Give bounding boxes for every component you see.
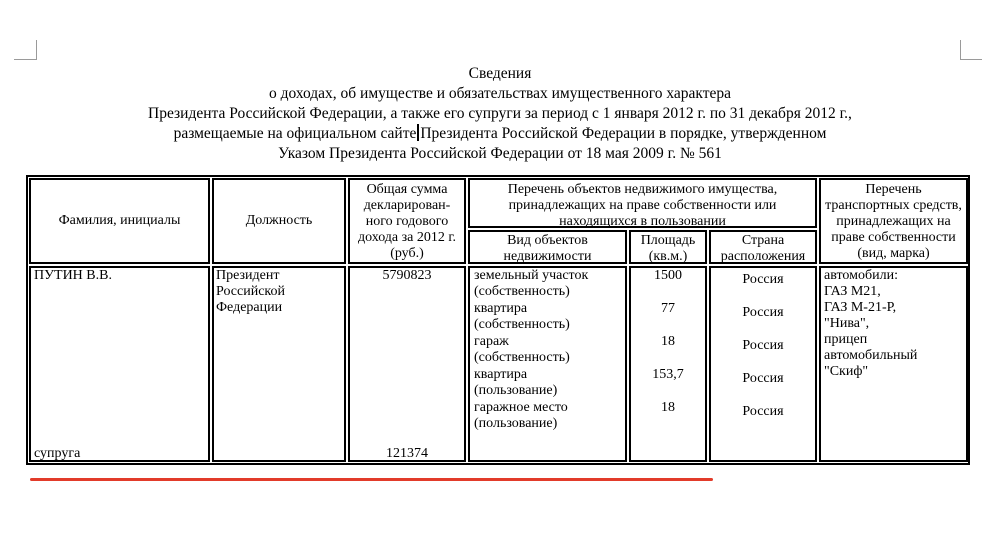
col-header-country-line: расположения — [720, 249, 806, 264]
property-type-line: (пользование) — [474, 383, 558, 398]
property-country: Россия — [742, 371, 784, 386]
property-area: 77 — [661, 301, 675, 316]
col-header-income-line: Общая сумма — [366, 182, 448, 197]
spouse-income: 121374 — [386, 446, 428, 461]
header-line-4-part-1: размещаемые на официальном сайте — [173, 125, 417, 142]
col-header-vehicles-line: Перечень — [865, 182, 922, 197]
property-type-line: (собственность) — [474, 284, 570, 299]
property-area: 18 — [661, 400, 675, 415]
property-type-line: (собственность) — [474, 317, 570, 332]
property-country: Россия — [742, 338, 784, 353]
header-title: Сведения — [468, 65, 532, 82]
col-header-vehicles — [819, 178, 968, 264]
property-country: Россия — [742, 404, 784, 419]
property-type-line: (пользование) — [474, 416, 558, 431]
col-header-property-type-line: Вид объектов — [507, 233, 588, 248]
crop-mark-left-vertical — [36, 40, 37, 60]
vehicle-line: "Нива", — [824, 316, 870, 331]
property-area: 153,7 — [652, 367, 684, 382]
col-header-position — [212, 178, 346, 264]
property-area: 1500 — [654, 268, 682, 283]
col-header-income-line: дохода за 2012 г. — [357, 230, 457, 245]
property-type-line: гаражное место — [474, 400, 568, 415]
body-cell-income — [348, 266, 466, 462]
col-header-name-label: Фамилия, инициалы — [58, 213, 181, 228]
crop-mark-left-horizontal — [14, 59, 37, 60]
col-header-property-group-line: Перечень объектов недвижимого имущества, — [507, 182, 778, 197]
red-underline-annotation — [30, 478, 713, 481]
col-header-vehicles-line: транспортных средств, — [825, 198, 962, 213]
col-header-area-line: (кв.м.) — [648, 249, 688, 264]
body-cell-name — [29, 266, 210, 462]
col-header-name — [29, 178, 210, 264]
col-header-position-label: Должность — [245, 213, 313, 228]
vehicle-line: прицеп — [824, 332, 868, 347]
col-header-area — [629, 230, 707, 264]
col-header-vehicles-line: принадлежащих на — [836, 214, 951, 229]
person-position-line: Российской — [216, 284, 285, 299]
col-header-property-group-line: принадлежащих на праве собственности или — [508, 198, 777, 213]
vehicle-line: автомобильный — [824, 348, 918, 363]
col-header-income-line: ного годового — [365, 214, 449, 229]
col-header-property-group — [468, 178, 817, 228]
col-header-property-type — [468, 230, 627, 264]
property-type-line: (собственность) — [474, 350, 570, 365]
income-declaration-table — [26, 175, 970, 465]
property-country: Россия — [742, 272, 784, 287]
col-header-property-type-line: недвижимости — [503, 249, 592, 264]
col-header-property-group-line: находящихся в пользовании — [559, 214, 726, 229]
header-line-4-part-2: Президента Российской Федерации в порядке, утвержденном — [420, 125, 827, 142]
header-line-4 — [0, 124, 1000, 144]
property-type-line: квартира — [474, 367, 528, 382]
col-header-vehicles-line: праве собственности — [831, 230, 956, 245]
header-line-2: о доходах, об имуществе и обязательствах имущественного характера — [268, 85, 732, 102]
person-name: ПУТИН В.В. — [34, 268, 112, 283]
property-type-line: земельный участок — [474, 268, 589, 283]
vehicle-line: автомобили: — [824, 268, 898, 283]
spouse-name: супруга — [34, 446, 81, 461]
property-type-line: гараж — [474, 334, 509, 349]
header-line-5: Указом Президента Российской Федерации от 18 мая 2009 г. № 561 — [278, 145, 722, 162]
col-header-income-line: декларирован- — [363, 198, 451, 213]
header-line-3: Президента Российской Федерации, а также его супруги за период с 1 января 2012 г. по 31 декабря 2012 г., — [148, 105, 852, 122]
vehicle-line: "Скиф" — [824, 364, 869, 379]
col-header-vehicles-line: (вид, марка) — [857, 246, 930, 261]
person-income: 5790823 — [382, 268, 432, 283]
property-country: Россия — [742, 305, 784, 320]
body-cell-country — [709, 266, 817, 462]
col-header-area-line: Площадь — [640, 233, 696, 248]
col-header-country — [709, 230, 817, 264]
crop-mark-right-horizontal — [960, 59, 982, 60]
property-type-line: квартира — [474, 301, 528, 316]
property-area: 18 — [661, 334, 675, 349]
vehicle-line: ГАЗ М-21-Р, — [824, 300, 897, 315]
col-header-income-line: (руб.) — [390, 246, 424, 261]
person-position-line: Федерации — [216, 300, 283, 315]
body-cell-area — [629, 266, 707, 462]
document-header — [0, 64, 1000, 164]
vehicle-line: ГАЗ М21, — [824, 284, 881, 299]
col-header-country-line: Страна — [741, 233, 785, 248]
col-header-income — [348, 178, 466, 264]
crop-mark-right-vertical — [960, 40, 961, 60]
person-position-line: Президент — [216, 268, 280, 283]
